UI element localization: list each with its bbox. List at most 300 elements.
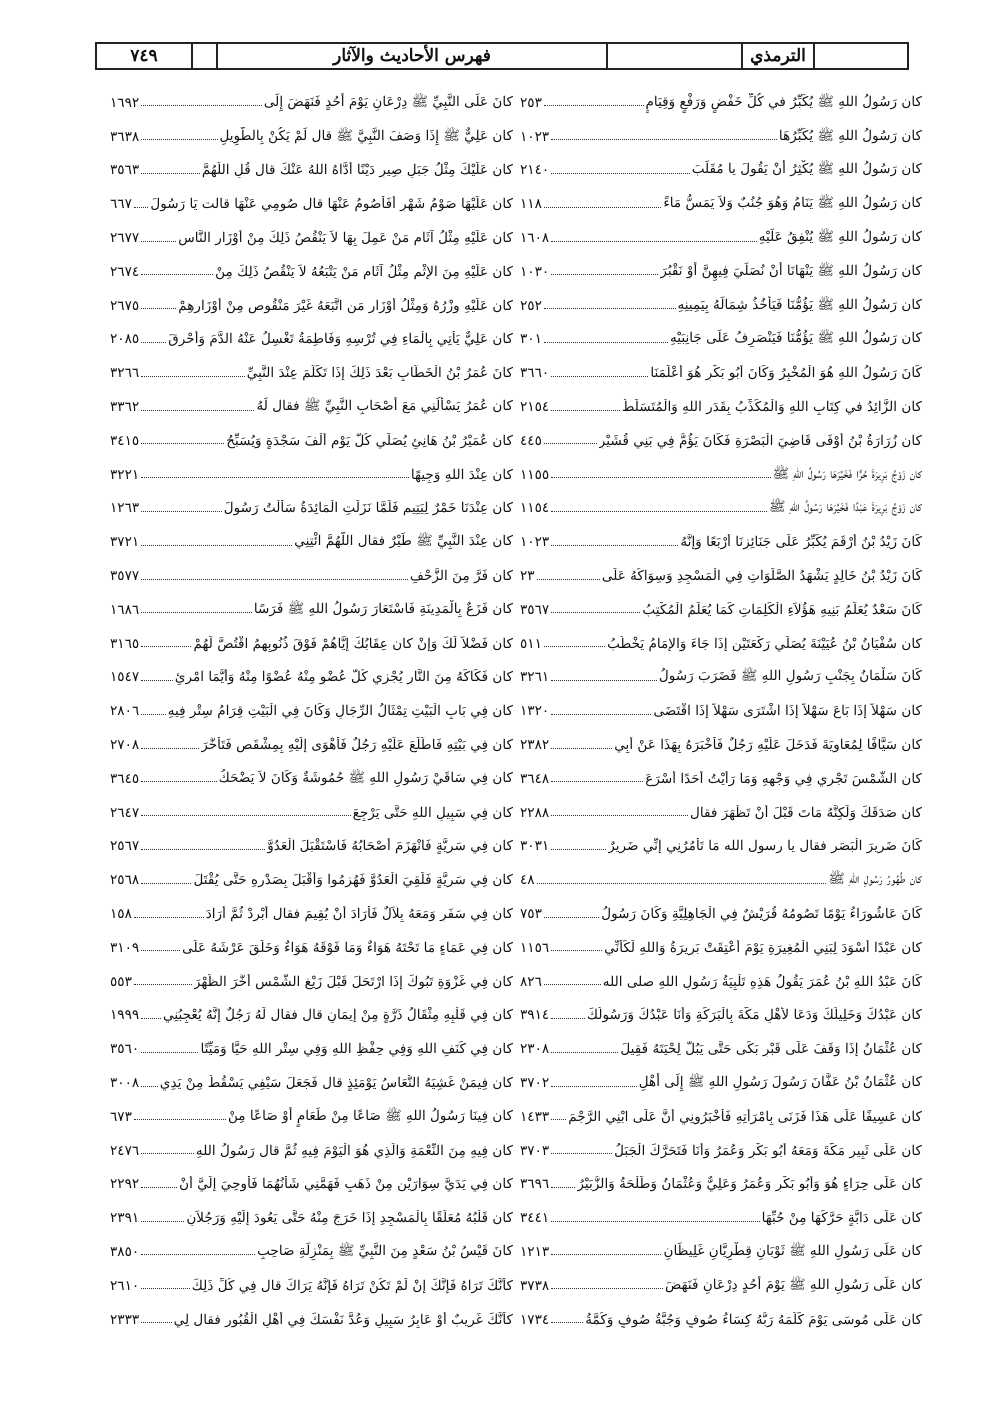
hadith-number: ٣٤٤١ (520, 1210, 550, 1227)
hadith-incipit: كَانَ ضَرِيرَ الْبَصَرِ فقال يا رسول الله مَا تَأْمُرُنِي إِنِّي ضَرِيرٌ (608, 838, 922, 855)
index-entry (110, 762, 513, 796)
dotted-leader (551, 1018, 585, 1019)
hadith-number: ١١٥٤ (520, 500, 550, 517)
hadith-number: ٣٨٥٠ (110, 1243, 140, 1260)
index-entry (110, 1066, 513, 1100)
index-entry (520, 221, 922, 255)
hadith-number: ١٢١٣ (520, 1243, 550, 1260)
hadith-incipit: كان فِي كَنَفِ اللهِ وَفِي حِفْظِ اللهِ وَفِي سِتْرِ اللهِ حَيًّا وَمَيِّتًا (200, 1041, 513, 1058)
index-entry (110, 1100, 513, 1134)
hadith-incipit: كان فِي يَدَيَّ سِوَارَيْنِ مِنْ ذَهَبٍ فَهَمَّنِي شَأْنُهُمَا فَأُوحِيَ إِلَيَّ أَنْ (179, 1176, 513, 1193)
hadith-incipit: كان فِي سَفَرٍ وَمَعَهُ بِلاَلٌ فَأَرَادَ أَنْ يُقِيمَ فقال أَبْرِدْ ثُمَّ أَرَادَ (205, 906, 513, 923)
index-entry (110, 492, 513, 526)
hadith-incipit: كان عُمَيْرُ بْنُ هَانِئٍ يُصَلِّي كُلَّ يَوْمٍ أَلْفَ سَجْدَةٍ وَيُسَبِّحُ (226, 432, 513, 449)
hadith-incipit: كَانَ زَيْدُ بْنُ خَالِدٍ يَشْهَدُ الصَّلَوَاتِ فِي الْمَسْجِدِ وَسِوَاكُهُ عَلَى (601, 568, 922, 585)
hadith-incipit: كَانَ عَبْدُ اللهِ بْنُ عُمَرَ يَقُولُ هَذِهِ تَلْبِيَةُ رَسُولِ اللهِ صلى الله (602, 973, 922, 990)
index-entry (110, 999, 513, 1033)
hadith-number: ٣٥٦٠ (110, 1041, 140, 1058)
index-entry (520, 830, 922, 864)
hadith-number: ٣٢٦٦ (110, 365, 140, 382)
hadith-number: ٨٢٦ (520, 973, 542, 990)
hadith-number: ٣٠٣١ (520, 838, 550, 855)
hadith-incipit: كان الزَّائِدُ في كِتَابِ اللهِ وَالْمُكَذِّبُ بِقَدَرِ اللهِ وَالْمُتَسَلِّطُ (621, 399, 922, 416)
hadith-number: ١١٥٥ (520, 466, 550, 483)
index-title: فهرس الأحاديث والآثار (216, 44, 606, 68)
index-entry (520, 559, 922, 593)
hadith-number: ٣٦٤٥ (110, 770, 140, 787)
hadith-incipit: كانَ قَيْسُ بْنُ سَعْدٍ مِنَ النَّبِيِّ ﷺ بِمَنْزِلَةِ صَاحِبِ (257, 1242, 513, 1259)
dotted-leader (141, 443, 224, 444)
index-entry (110, 1201, 513, 1235)
page-header (95, 42, 909, 70)
dotted-leader (141, 410, 254, 411)
hadith-number: ٢٠٨٥ (110, 331, 140, 348)
hadith-incipit: كان طُهُورُ رَسُولِ اللهِ ﷺ (828, 871, 922, 888)
index-entry (110, 525, 513, 559)
dotted-leader (141, 342, 166, 343)
dotted-leader (141, 1153, 194, 1154)
dotted-leader (551, 1254, 661, 1255)
hadith-incipit: كان الشَّمْسَ تَجْرِي فِي وَجْهِهِ وَمَا رَأَيْتُ أَحَدًا أَسْرَعَ (645, 770, 922, 787)
hadith-incipit: كان عَلَى دَابَّةٍ حَرَّكَهَا مِنْ حُبِّهَا (761, 1210, 922, 1227)
hadith-incipit: كان عَلَى مُوسَى يَوْمَ كَلَّمَهُ رَبُّهُ كِسَاءُ صُوفٍ وَجُبَّةُ صُوفٍ وَكُمَّةُ (585, 1311, 922, 1328)
page-number: ٧٤٩ (130, 46, 158, 66)
index-entry (520, 1032, 922, 1066)
dotted-leader (141, 714, 165, 715)
index-entry (110, 694, 513, 728)
left-index-column (110, 86, 513, 1336)
hadith-incipit: كان عَلَى رَسُولِ اللهِ ﷺ ثَوْبَانِ قِطْرِيَّانِ غَلِيظَانِ (663, 1242, 922, 1259)
hadith-number: ١١٨ (520, 196, 542, 213)
hadith-incipit: كان عِنْدَنَا خَمْرٌ لِيَتِيمٍ فَلَمَّا نَزَلَتِ الْمَائِدَةُ سَأَلْتُ رَسُولَ (223, 500, 513, 517)
index-entry (520, 661, 922, 695)
index-entry (520, 593, 922, 627)
hadith-incipit: كان فِي سَبِيلِ اللهِ حَتَّى يَرْجِعَ (352, 804, 513, 821)
index-entry (520, 424, 922, 458)
hadith-number: ٢٨٠٦ (110, 703, 140, 720)
dotted-leader (544, 207, 661, 208)
index-entry (520, 1201, 922, 1235)
dotted-leader (141, 1187, 177, 1188)
index-entry (520, 1303, 922, 1337)
hadith-incipit: كَانَ عَاشُورَاءُ يَوْمًا تَصُومُهُ قُرَيْشٌ فِي الْجَاهِلِيَّةِ وَكَانَ رَسُولُ (601, 906, 922, 923)
index-entry (520, 255, 922, 289)
hadith-number: ٢١٥٤ (520, 399, 550, 416)
index-entry (110, 390, 513, 424)
hadith-incipit: كَانَ سَعْدٌ يُعَلِّمُ بَنِيهِ هَؤُلاَءِ الْكَلِمَاتِ كَمَا يُعَلِّمُ الْمُكْتِبُ (642, 601, 922, 618)
dotted-leader (141, 815, 350, 816)
dotted-leader (141, 579, 408, 580)
hadith-incipit: كان رَسُولُ اللهِ ﷺ يَؤُمُّنَا فَيَنْصَرِفُ عَلَى جَانِبَيْهِ (669, 330, 922, 347)
hadith-incipit: كان عَلَيْكَ مِثْلُ جَبَلِ صِيرٍ دَيْنًا أَدَّاهُ اللهُ عَنْكَ قال قُلِ اللَّهُمَّ (201, 162, 513, 179)
hadith-number: ٣٦٤٨ (520, 770, 550, 787)
hadith-number: ٢٦٧٤ (110, 263, 140, 280)
index-entry (110, 593, 513, 627)
hadith-incipit: كان عَلَى حِرَاءٍ هُوَ وَأَبُو بَكْرٍ وَعُمَرُ وَعَلِيٌّ وَعُثْمَانُ وَطَلْحَةُ وَالزُّبَيْرُ (577, 1176, 922, 1193)
hadith-number: ١٦٨٦ (110, 601, 140, 618)
index-entry (520, 1100, 922, 1134)
hadith-number: ٢٣ (520, 568, 535, 585)
hadith-incipit: كان فَزَعٌ بِالْمَدِينَةِ فَاسْتَعَارَ رَسُولُ اللهِ ﷺ فَرَسًا (253, 600, 513, 617)
hadith-incipit: كان عُمَرُ يَسْأَلُنِي مَعَ أَصْحَابِ النَّبِيِّ ﷺ فقال لَهُ (256, 398, 513, 415)
hadith-number: ٢٥٦٧ (110, 838, 140, 855)
dotted-leader (141, 241, 176, 242)
hadith-number: ١٢٦٣ (110, 500, 140, 517)
hadith-number: ٣٠١ (520, 331, 542, 348)
hadith-incipit: كان رَسُولُ اللهِ ﷺ يُكْثِرُ أَنْ يَقُولَ يا مُقَلِّبَ (691, 161, 922, 178)
hadith-incipit: كأَنَّكَ تَرَاهُ فَإِنَّكَ إِنْ لَمْ تَكُنْ تَرَاهُ فَإِنَّهُ يَرَاكَ قال فِي كُلِّ ذَلِكَ (191, 1277, 513, 1294)
dotted-leader (551, 748, 612, 749)
index-entry (110, 1032, 513, 1066)
hadith-incipit: كَانَ سَلْمَانُ بِجَنْبِ رَسُولِ اللهِ ﷺ فَضَرَبَ رَسُولُ (658, 668, 922, 685)
hadith-number: ٢٣٨٢ (520, 737, 550, 754)
index-entry (520, 965, 922, 999)
dotted-leader (134, 1119, 226, 1120)
index-entry (110, 1269, 513, 1303)
hadith-number: ٥٥٣ (110, 973, 132, 990)
index-entry (520, 154, 922, 188)
index-entry (110, 559, 513, 593)
hadith-number: ٣١٠٩ (110, 939, 140, 956)
dotted-leader (134, 207, 148, 208)
hadith-incipit: كان زَوْجُ بَرِيرَةَ حُرًّا فَخَيَّرَهَا رَسُولُ اللهِ ﷺ (772, 465, 922, 482)
hadith-number: ٤٨ (520, 872, 535, 889)
hadith-number: ٣٧٢١ (110, 534, 140, 551)
dotted-leader (141, 1254, 255, 1255)
hadith-incipit: كان فَضْلاً لَكَ وَإِنْ كان عِقَابُكَ إِيَّاهُمْ فَوْقَ ذُنُوبِهِمُ اقْتُصَّ لَهُمْ (193, 635, 513, 652)
dotted-leader (551, 680, 657, 681)
index-entry (520, 1134, 922, 1168)
hadith-incipit: كان رَسُولُ اللهِ ﷺ يُنْفِقُ عَلَيْهِ (758, 229, 922, 246)
dotted-leader (551, 376, 648, 377)
hadith-number: ١٥٨ (110, 906, 132, 923)
hadith-number: ٢٥٢ (520, 297, 542, 314)
dotted-leader (141, 1018, 161, 1019)
dotted-leader (544, 308, 676, 309)
dotted-leader (141, 105, 262, 106)
hadith-number: ٣٥٧٧ (110, 568, 140, 585)
hadith-number: ٢٣٣٣ (110, 1311, 140, 1328)
dotted-leader (141, 646, 191, 647)
hadith-incipit: كان سَيَّافًا لِمُعَاوِيَةَ فَدَخَلَ عَلَيْهِ رَجُلٌ فَأَخْبَرَهُ بِهَذَا عَنْ أَبِي (614, 737, 922, 754)
index-entry (110, 897, 513, 931)
header-spacer-cell (606, 44, 741, 68)
index-entry (110, 1235, 513, 1269)
dotted-leader (551, 781, 643, 782)
index-entry (520, 390, 922, 424)
hadith-number: ١٠٢٣ (520, 128, 550, 145)
index-entry (110, 323, 513, 357)
hadith-number: ٣٢٦١ (520, 669, 550, 686)
hadith-number: ٣٩١٤ (520, 1007, 550, 1024)
hadith-number: ٢٢٩٢ (110, 1176, 140, 1193)
hadith-incipit: كان رَسُولُ اللهِ ﷺ يَنَامُ وَهُوَ جُنُبٌ وَلاَ يَمَسُّ مَاءً (663, 195, 922, 212)
hadith-number: ٤٤٥ (520, 432, 542, 449)
index-entry (520, 356, 922, 390)
hadith-number: ١٧٣٤ (520, 1311, 550, 1328)
hadith-incipit: كان عَلَيْهِ وِزْرُهُ وَمِثْلُ أَوْزَارِ مَنِ اتَّبَعَهُ غَيْرَ مَنْقُوصٍ مِنْ أَوْزَارِهِمْ (178, 297, 513, 314)
hadith-incipit: كان عَلِيٌّ ﷺ إِذَا وَصَفَ النَّبِيَّ ﷺ قال لَمْ يَكُنْ بِالطَّوِيلِ (219, 127, 513, 144)
dotted-leader (551, 274, 658, 275)
hadith-number: ٣٧٠٣ (520, 1142, 550, 1159)
dotted-leader (141, 308, 176, 309)
hadith-number: ٣٣٦٢ (110, 399, 140, 416)
index-entry (520, 323, 922, 357)
dotted-leader (551, 1221, 759, 1222)
index-entry (110, 796, 513, 830)
dotted-leader (141, 950, 180, 951)
dotted-leader (551, 241, 756, 242)
hadith-number: ٢٣٠٨ (520, 1041, 550, 1058)
dotted-leader (141, 545, 292, 546)
dotted-leader (141, 748, 199, 749)
hadith-number: ١٠٣٠ (520, 263, 550, 280)
hadith-incipit: كان عَبْدًا أَسْوَدَ لِبَنِي الْمُغِيرَةِ يَوْمَ أُعْتِقَتْ بَرِيرَةُ وَاللهِ لَكَأَنِّي (604, 939, 922, 956)
dotted-leader (537, 579, 600, 580)
hadith-incipit: كانَ عُمَرُ بْنُ الْخَطَّابِ بَعْدَ ذَلِكَ إِذَا تَكَلَّمَ عِنْدَ النَّبِيِّ (246, 365, 513, 382)
dotted-leader (551, 815, 688, 816)
hadith-incipit: كأَنَّكَ غَرِيبٌ أَوْ عَابِرُ سَبِيلٍ وَعُدَّ نَفْسَكَ فِي أَهْلِ الْقُبُورِ فقال لِي (173, 1311, 513, 1328)
hadith-incipit: كان فِينَا رَسُولُ اللهِ ﷺ صَاعًا مِنْ طَعَامٍ أَوْ صَاعًا مِنْ (227, 1107, 513, 1124)
index-entry (110, 356, 513, 390)
hadith-number: ٣٦٩٦ (520, 1176, 550, 1193)
hadith-number: ٣٥٦٧ (520, 601, 550, 618)
hadith-incipit: كان رَسُولُ اللهِ ﷺ يُكَبِّرُ في كُلِّ خَفْضٍ وَرَفْعٍ وَقِيَامٍ (645, 93, 922, 110)
index-entry (110, 289, 513, 323)
hadith-number: ٦٦٧ (110, 196, 132, 213)
hadith-incipit: كان فَكَاكَهُ مِنَ النَّارِ يُجْزِي كُلُّ عُضْوٍ مِنْهُ عُضْوًا مِنْهُ وَأَيُّمَا امْرِئٍ (174, 669, 513, 686)
hadith-incipit: كان سُفْيَانُ بْنُ عُيَيْنَةَ يُصَلِّي رَكْعَتَيْنِ إِذَا جَاءَ وَالإِمَامُ يَخْطُبُ (607, 635, 922, 652)
dotted-leader (551, 1086, 637, 1087)
hadith-incipit: كان عَلَى ثَبِيرٍ مَكَّةَ وَمَعَهُ أَبُو بَكْرٍ وَعُمَرُ وَأَنَا فَتَحَرَّكَ الْجَبَلُ (614, 1142, 922, 1159)
hadith-incipit: كان فِي بَيْتِهِ فَاطَّلَعَ عَلَيْهِ رَجُلٌ فَأَهْوَى إِلَيْهِ بِمِشْقَصٍ فَتَأَخَّرَ (201, 737, 513, 754)
hadith-incipit: كان عُثْمَانُ بْنُ عَفَّانَ رَسُولَ رَسُولِ اللهِ ﷺ إِلَى أَهْلِ (638, 1074, 922, 1090)
book-name: الترمذي (741, 44, 813, 68)
hadith-incipit: كان فِي سَاقَيْ رَسُولِ اللهِ ﷺ حُمُوشَةٌ وَكَانَ لاَ يَضْحَكُ (218, 769, 513, 786)
index-entry (520, 762, 922, 796)
index-entry (520, 458, 922, 492)
dotted-leader (551, 1322, 583, 1323)
hadith-number: ٣٤١٥ (110, 432, 140, 449)
index-entry (110, 627, 513, 661)
index-entry (520, 492, 922, 526)
index-entry (110, 661, 513, 695)
dotted-leader (551, 1187, 575, 1188)
index-entry (520, 897, 922, 931)
dotted-leader (544, 917, 599, 918)
index-entry (110, 458, 513, 492)
dotted-leader (141, 477, 409, 478)
dotted-leader (544, 443, 597, 444)
index-entry (520, 289, 922, 323)
hadith-incipit: كان فَرَّ مِنَ الزَّحْفِ (409, 568, 513, 585)
dotted-leader (141, 139, 217, 140)
hadith-number: ٣٢٢١ (110, 466, 140, 483)
hadith-incipit: كان عَلَى رَسُولِ اللهِ ﷺ يَوْمَ أُحُدٍ دِرْعَانِ فَنَهَضَ (664, 1276, 922, 1293)
hadith-number: ٢٥٦٨ (110, 872, 140, 889)
hadith-incipit: كان زُرَارَةُ بْنُ أَوْفَى قَاضِيَ الْبَصْرَةِ فَكَانَ يَؤُمُّ فِي بَنِي قُشَيْرٍ (598, 432, 922, 449)
dotted-leader (141, 1086, 158, 1087)
hadith-number: ١٥٤٧ (110, 669, 140, 686)
header-corner-cell (813, 44, 907, 68)
header-spacer-cell-2 (191, 44, 216, 68)
hadith-incipit: كان عِنْدَ اللهِ وَجِيهًا (410, 466, 513, 483)
hadith-incipit: كَانَ زَيْدُ بْنُ أَرْقَمَ يُكَبِّرُ عَلَى جَنَائِزِنَا أَرْبَعًا وَإِنَّهُ (680, 534, 922, 551)
hadith-number: ١٦٠٨ (520, 230, 550, 247)
hadith-number: ٣٧٠٢ (520, 1075, 550, 1091)
dotted-leader (141, 1322, 171, 1323)
index-entry (110, 86, 513, 120)
hadith-incipit: كان فِي سَرِيَّةٍ فَلَقِيَ الْعَدُوَّ فَهُزِمُوا وَأَقْبَلَ بِصَدْرِهِ حَتَّى يُقْتَلَ (193, 872, 513, 889)
hadith-incipit: كان عَلَيْهَا صَوْمُ شَهْرٍ أَفَأَصُومُ عَنْهَا قال صُومِي عَنْهَا قالت يَا رَسُولَ (150, 196, 513, 213)
hadith-incipit: كان رَسُولُ اللهِ ﷺ يَنْهَانَا أَنْ نُصَلِّيَ فِيهِنَّ أَوْ نَقْبُرَ (660, 262, 922, 279)
hadith-number: ٢٦١٠ (110, 1277, 140, 1294)
hadith-incipit: كان عَبْدُكَ وَخَلِيلُكَ وَدَعَا لأَهْلِ مَكَّةَ بِالْبَرَكَةِ وَأَنَا عَبْدُكَ وَرَسُولُكَ (586, 1007, 922, 1024)
index-entry (110, 1134, 513, 1168)
index-entry (110, 863, 513, 897)
dotted-leader (141, 612, 252, 613)
index-entry (520, 1066, 922, 1100)
dotted-leader (551, 612, 640, 613)
dotted-leader (544, 984, 601, 985)
dotted-leader (141, 883, 191, 884)
dotted-leader (544, 646, 605, 647)
hadith-incipit: كان سَهْلاً إِذَا بَاعَ سَهْلاً إِذَا اشْتَرَى سَهْلاً إِذَا اقْتَضَى (653, 703, 922, 720)
index-entry (110, 424, 513, 458)
dotted-leader (551, 1288, 663, 1289)
index-entry (520, 1168, 922, 1202)
hadith-number: ١٦٩٢ (110, 94, 140, 111)
hadith-number: ٣٦٦٠ (520, 365, 550, 382)
hadith-number: ٢٥٣ (520, 94, 542, 111)
index-entry (110, 965, 513, 999)
hadith-number: ٢٤٧٦ (110, 1142, 140, 1159)
hadith-number: ١٣٢٠ (520, 703, 550, 720)
index-entry (520, 1269, 922, 1303)
index-entry (520, 1235, 922, 1269)
hadith-incipit: كان عُثْمَانُ إِذَا وَقَفَ عَلَى قَبْرٍ بَكَى حَتَّى يَبُلَّ لِحْيَتَهُ فَقِيلَ (620, 1041, 922, 1058)
dotted-leader (141, 1221, 184, 1222)
dotted-leader (141, 1288, 190, 1289)
hadith-number: ٣٦٣٨ (110, 128, 140, 145)
hadith-number: ١٤٣٣ (520, 1108, 550, 1125)
hadith-incipit: كانَ عَلَى النَّبِيِّ ﷺ دِرْعَانِ يَوْمَ أُحُدٍ فَنَهَضَ إِلَى (263, 93, 513, 110)
index-entry (520, 525, 922, 559)
dotted-leader (537, 883, 827, 884)
index-entry (110, 830, 513, 864)
index-entry (520, 728, 922, 762)
index-entry (110, 187, 513, 221)
dotted-leader (551, 1153, 612, 1154)
hadith-number: ٢٧٠٨ (110, 737, 140, 754)
hadith-incipit: كان عَلَيْهِ مِثْلُ آثَامِ مَنْ عَمِلَ بِهَا لاَ يَنْقُصُ ذَلِكَ مِنْ أَوْزَارِ النَّاسِ (178, 230, 513, 247)
hadith-incipit: كان فِيهِ مِنَ النِّعْمَةِ وَالَّذِي هُوَ الْيَوْمَ فِيهِ ثُمَّ قال رَسُولُ اللهِ (195, 1142, 513, 1159)
hadith-number: ٢١٤٠ (520, 162, 550, 179)
hadith-number: ٢٣٩١ (110, 1210, 140, 1227)
hadith-incipit: كان فِي سَرِيَّةٍ فَانْهَزَمَ أَصْحَابُهُ فَاسْتَقْبَلَ الْعَدُوَّ (267, 838, 513, 855)
dotted-leader (551, 1119, 566, 1120)
dotted-leader (551, 173, 689, 174)
hadith-incipit: كان صَدَقَكَ وَلَكِنَّهُ مَاتَ قَبْلَ أَنْ تَظْهَرَ فقال (689, 804, 922, 821)
hadith-number: ٧٥٣ (520, 906, 542, 923)
index-entry (110, 1168, 513, 1202)
dotted-leader (141, 511, 221, 512)
dotted-leader (141, 849, 265, 850)
index-entry (110, 931, 513, 965)
hadith-number: ١١٥٦ (520, 939, 550, 956)
dotted-leader (141, 173, 200, 174)
index-entry (520, 86, 922, 120)
dotted-leader (134, 984, 192, 985)
hadith-number: ٢٦٧٥ (110, 297, 140, 314)
dotted-leader (544, 105, 644, 106)
dotted-leader (141, 680, 173, 681)
hadith-incipit: كَانَ رَسُولُ اللهِ هُوَ الْمُخْبِرُ وَكَانَ أَبُو بَكْرٍ هُوَ أَعْلَمَنَا (650, 365, 922, 382)
dotted-leader (551, 950, 602, 951)
dotted-leader (551, 1052, 618, 1053)
index-entry (520, 999, 922, 1033)
hadith-number: ٦٧٣ (110, 1108, 132, 1125)
index-entry (520, 627, 922, 661)
hadith-number: ٣٠٠٨ (110, 1075, 140, 1091)
hadith-incipit: كان فِي غَزْوَةِ تَبُوكَ إِذَا ارْتَحَلَ قَبْلَ زَيْغِ الشَّمْسِ أَخَّرَ الظُّهْرَ (193, 973, 513, 990)
dotted-leader (141, 274, 213, 275)
hadith-incipit: كان عَلَيْهِ مِنَ الإِثْمِ مِثْلُ آثَامِ مَنْ يَتْبَعُهُ لاَ يَنْقُصُ ذَلِكَ مِنْ (215, 263, 513, 280)
hadith-number: ٣١٦٥ (110, 635, 140, 652)
hadith-number: ١٠٢٣ (520, 534, 550, 551)
index-entry (110, 1303, 513, 1337)
right-index-column (520, 86, 922, 1336)
dotted-leader (134, 917, 204, 918)
index-entry (110, 221, 513, 255)
index-entry (110, 120, 513, 154)
hadith-incipit: كان فِيمَنْ غَشِيَهُ النُّعَاسُ يَوْمَئِذٍ قال فَجَعَلَ سَيْفِي يَسْقُطُ مِنْ يَدِي (159, 1075, 513, 1091)
dotted-leader (551, 511, 767, 512)
hadith-number: ٢٦٤٧ (110, 804, 140, 821)
hadith-incipit: كان زَوْجُ بَرِيرَةَ عَبْدًا فَخَيَّرَهَا رَسُولُ اللهِ ﷺ (769, 499, 922, 516)
hadith-number: ٥١١ (520, 635, 542, 652)
hadith-incipit: كان عَسِيفًا عَلَى هَذَا فَزَنَى بِامْرَأَتِهِ فَأَخْبَرُونِي أَنَّ عَلَى ابْنِي الرَّجْمَ (568, 1108, 922, 1125)
index-entry (110, 255, 513, 289)
dotted-leader (141, 781, 216, 782)
hadith-incipit: كان رَسُولُ اللهِ ﷺ يَؤُمُّنَا فَيَأْخُذُ شِمَالَهُ بِيَمِينِهِ (677, 296, 922, 313)
hadith-incipit: كان فِي عَمَاءٍ مَا تَحْتَهُ هَوَاءٌ وَمَا فَوْقَهُ هَوَاءٌ وَخَلَقَ عَرْشَهُ عَلَى (182, 939, 513, 956)
dotted-leader (141, 376, 245, 377)
index-entry (520, 796, 922, 830)
dotted-leader (141, 1052, 198, 1053)
index-entry (520, 694, 922, 728)
hadith-number: ٣٧٣٨ (520, 1277, 550, 1294)
dotted-leader (551, 849, 606, 850)
dotted-leader (551, 477, 770, 478)
index-entry (520, 863, 922, 897)
hadith-number: ١٩٩٩ (110, 1007, 140, 1024)
hadith-incipit: كان فِي بَابِ الْبَيْتِ تِمْثَالُ الرِّجَالِ وَكَانَ فِي الْبَيْتِ قِرَامُ سِتْرٍ فِيهِ (167, 703, 513, 720)
hadith-incipit: كان فِي قَلْبِهِ مِثْقَالُ ذَرَّةٍ مِنْ إِيمَانٍ قال فقال لَهُ رَجُلٌ إِنَّهُ يُعْجِبُنِي (163, 1007, 513, 1024)
hadith-incipit: كان عَلِيٌّ يَأْتِي بِالْمَاءِ فِي تُرْسِهِ وَفَاطِمَةُ تَغْسِلُ عَنْهُ الدَّمَ وَأُحْرِقَ (168, 331, 513, 348)
dotted-leader (551, 139, 777, 140)
dotted-leader (551, 545, 678, 546)
hadith-incipit: كان رَسُولُ اللهِ ﷺ يُكَبِّرُهَا (778, 127, 922, 144)
hadith-number: ٢٢٨٨ (520, 804, 550, 821)
dotted-leader (551, 714, 651, 715)
hadith-incipit: كان عِنْدَ النَّبِيِّ ﷺ طَيْرٌ فقال اللَّهُمَّ ائْتِنِي (294, 533, 513, 550)
index-entry (520, 931, 922, 965)
hadith-number: ٣٥٦٣ (110, 162, 140, 179)
index-entry (520, 120, 922, 154)
index-entry (520, 187, 922, 221)
index-entry (110, 728, 513, 762)
